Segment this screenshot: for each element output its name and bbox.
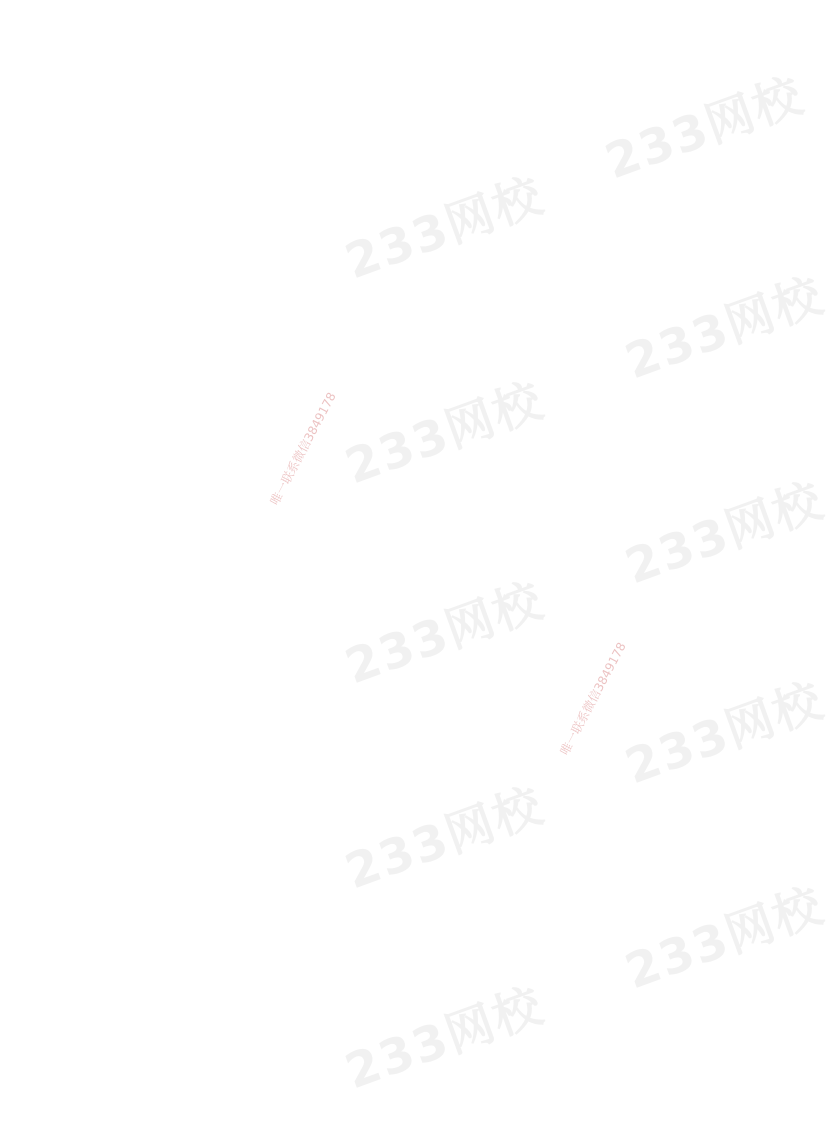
- watermark-logo: 233网校: [338, 167, 552, 291]
- watermark-logo: 233网校: [618, 672, 832, 796]
- watermark-logo: 233网校: [338, 777, 552, 901]
- watermark-logo: 233网校: [338, 572, 552, 696]
- watermark-logo: 233网校: [618, 877, 832, 1001]
- watermark-logo: 233网校: [618, 267, 832, 391]
- watermark-stamp: 唯一联系微信3849178: [557, 640, 629, 758]
- watermark-stamp: 唯一联系微信3849178: [267, 390, 339, 508]
- watermark-logo: 233网校: [618, 472, 832, 596]
- watermark-logo: 233网校: [338, 977, 552, 1101]
- watermark-logo: 233网校: [598, 67, 812, 191]
- watermark-logo: 233网校: [338, 372, 552, 496]
